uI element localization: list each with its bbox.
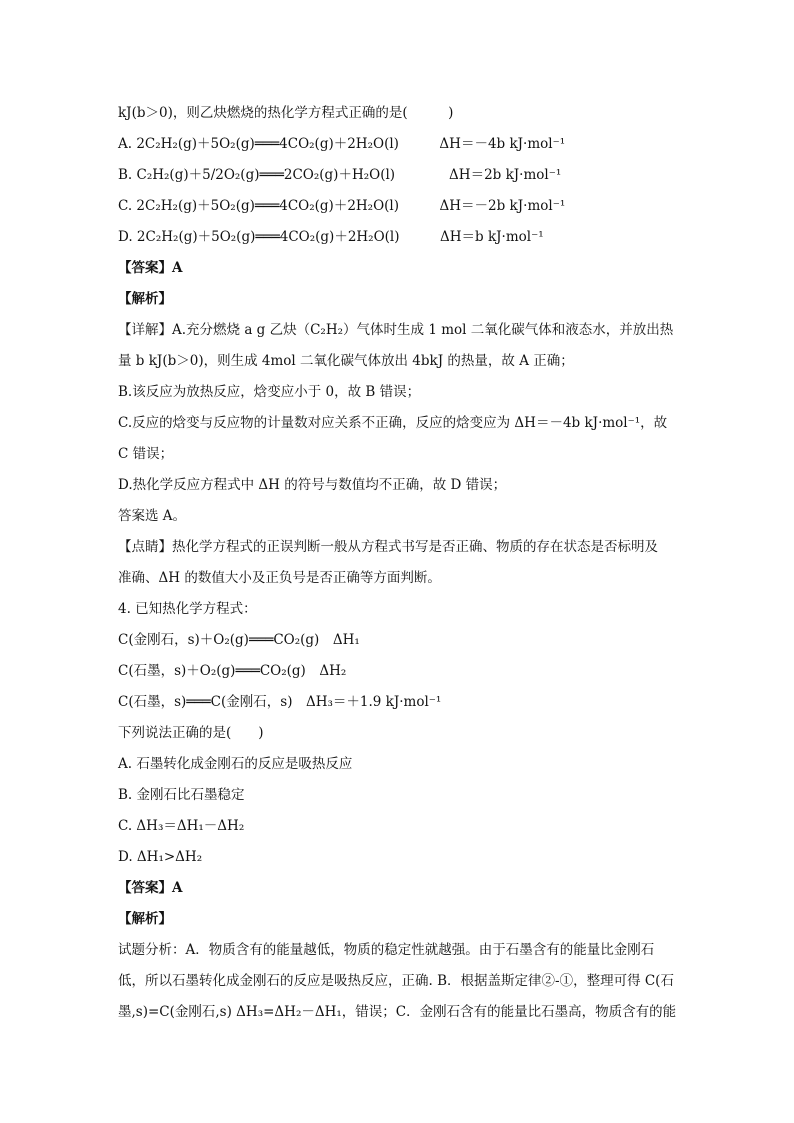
explanation-line: 【详解】A.充分燃烧 a g 乙炔（C₂H₂）气体时生成 1 mol 二氧化碳气体和液态水，并放出热: [118, 322, 674, 338]
analysis-label: 【解析】: [118, 291, 172, 307]
equation-2: C(石墨，s)＋O₂(g)═══CO₂(g) ΔH₂: [118, 663, 347, 679]
option-b: B. 金刚石比石墨稳定: [118, 787, 245, 803]
key-point-line: 准确、ΔH 的数值大小及正负号是否正确等方面判断。: [118, 570, 441, 586]
answer-label: 【答案】A: [118, 260, 183, 276]
question-4-prompt: 下列说法正确的是( ): [118, 725, 264, 741]
option-b: B. C₂H₂(g)＋5/2O₂(g)═══2CO₂(g)＋H₂O(l) ΔH＝2b kJ·mol⁻¹: [118, 167, 562, 183]
option-a: A. 2C₂H₂(g)＋5O₂(g)═══4CO₂(g)＋2H₂O(l) ΔH＝－4b kJ·mol⁻¹: [118, 136, 566, 152]
equation-1: C(金刚石，s)＋O₂(g)═══CO₂(g) ΔH₁: [118, 632, 360, 648]
explanation-line: B.该反应为放热反应，焓变应小于 0，故 B 错误；: [118, 384, 421, 400]
option-d: D. ΔH₁>ΔH₂: [118, 849, 203, 865]
analysis-line: 低，所以石墨转化成金刚石的反应是吸热反应，正确. B．根据盖斯定律②-①，整理可得 C(石: [118, 973, 674, 989]
option-a: A. 石墨转化成金刚石的反应是吸热反应: [118, 756, 353, 772]
answer-choice: 答案选 A。: [118, 508, 187, 524]
analysis-label: 【解析】: [118, 911, 172, 927]
option-c: C. 2C₂H₂(g)＋5O₂(g)═══4CO₂(g)＋2H₂O(l) ΔH＝－2b kJ·mol⁻¹: [118, 198, 566, 214]
answer-label: 【答案】A: [118, 880, 183, 896]
explanation-line: C 错误；: [118, 446, 174, 462]
explanation-line: D.热化学反应方程式中 ΔH 的符号与数值均不正确，故 D 错误；: [118, 477, 507, 493]
key-point-line: 【点睛】热化学方程式的正误判断一般从方程式书写是否正确、物质的存在状态是否标明及: [118, 539, 658, 555]
option-d: D. 2C₂H₂(g)＋5O₂(g)═══4CO₂(g)＋2H₂O(l) ΔH＝b kJ·mol⁻¹: [118, 229, 544, 245]
analysis-line: 墨,s)=C(金刚石,s) ΔH₃=ΔH₂－ΔH₁，错误；C．金刚石含有的能量比石墨高，物质含有的能: [118, 1004, 677, 1020]
equation-3: C(石墨，s)═══C(金刚石，s) ΔH₃＝＋1.9 kJ·mol⁻¹: [118, 694, 442, 710]
analysis-line: 试题分析：A．物质含有的能量越低，物质的稳定性就越强。由于石墨含有的能量比金刚石: [118, 942, 655, 958]
question-stem-continuation: kJ(b＞0)，则乙炔燃烧的热化学方程式正确的是( ): [118, 105, 454, 121]
explanation-line: 量 b kJ(b＞0)，则生成 4mol 二氧化碳气体放出 4bkJ 的热量，故 A 正确；: [118, 353, 574, 369]
question-4-stem: 4. 已知热化学方程式：: [118, 601, 257, 617]
explanation-line: C.反应的焓变与反应物的计量数对应关系不正确，反应的焓变应为 ΔH＝－4b kJ·mol⁻¹，故: [118, 415, 668, 431]
option-c: C. ΔH₃＝ΔH₁－ΔH₂: [118, 818, 245, 834]
